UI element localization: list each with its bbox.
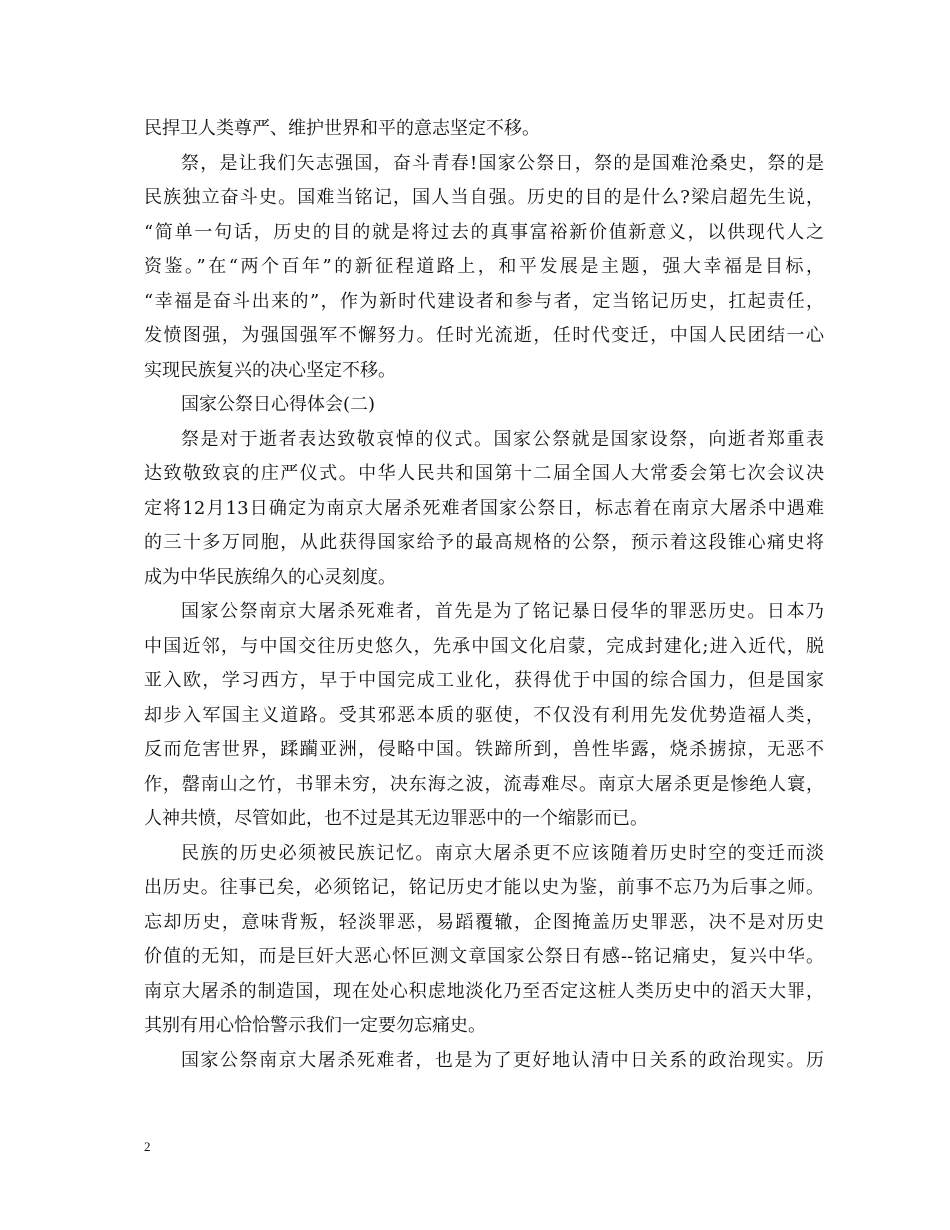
text-line: 祭是对于逝者表达致敬哀悼的仪式。国家公祭就是国家设祭，向逝者郑重表	[181, 428, 824, 450]
text-line: 其别有用心恰恰警示我们一定要勿忘痛史。	[144, 1015, 486, 1036]
text-line: 民族的历史必须被民族记忆。南京大屠杀更不应该随着历史时空的变迁而淡	[181, 842, 824, 864]
page-number: 2	[144, 1139, 151, 1154]
text-line: 却步入军国主义道路。受其邪恶本质的驱使，不仅没有利用先发优势造福人类，	[144, 704, 824, 726]
text-line: 南京大屠杀的制造国，现在处心积虑地淡化乃至否定这桩人类历史中的滔天大罪，	[144, 980, 824, 1002]
text-line: 出历史。往事已矣，必须铭记，铭记历史才能以史为鉴，前事不忘乃为后事之师。	[144, 877, 824, 898]
text-line: 达致敬致哀的庄严仪式。中华人民共和国第十二届全国人大常委会第七次会议决	[144, 463, 824, 484]
text-line: 发愤图强，为强国强军不懈努力。任时光流逝，任时代变迁，中国人民团结一心	[144, 325, 824, 346]
text-line: “简单一句话，历史的目的就是将过去的真事富裕新价值新意义，以供现代人之	[144, 221, 824, 243]
text-line: 国家公祭南京大屠杀死难者，也是为了更好地认清中日关系的政治现实。历	[181, 1049, 824, 1071]
text-line: 资鉴。”在“两个百年”的新征程道路上，和平发展是主题，强大幸福是目标，	[144, 256, 824, 277]
text-line: “幸福是奋斗出来的”，作为新时代建设者和参与者，定当铭记历史，扛起责任，	[144, 290, 824, 312]
text-line: 民族独立奋斗史。国难当铭记，国人当自强。历史的目的是什么?梁启超先生说，	[144, 187, 824, 208]
text-line: 人神共愤，尽管如此，也不过是其无边罪恶中的一个缩影而已。	[144, 808, 648, 829]
text-line: 的三十多万同胞，从此获得国家给予的最高规格的公祭，预示着这段锥心痛史将	[144, 532, 824, 553]
text-line: 中国近邻，与中国交往历史悠久，先承中国文化启蒙，完成封建化;进入近代，脱	[144, 635, 824, 657]
text-line: 价值的无知，而是巨奸大恶心怀叵测文章国家公祭日有感--铭记痛史，复兴中华。	[144, 946, 824, 967]
text-line: 民捍卫人类尊严、维护世界和平的意志坚定不移。	[144, 118, 540, 139]
text-line: 作，罄南山之竹，书罪未穷，决东海之波，流毒难尽。南京大屠杀更是惨绝人寰，	[144, 773, 824, 795]
text-line: 定将12月13日确定为南京大屠杀死难者国家公祭日，标志着在南京大屠杀中遇难	[144, 497, 824, 519]
document-body	[144, 112, 824, 1078]
text-line: 成为中华民族绵久的心灵刻度。	[144, 566, 396, 588]
text-line: 国家公祭日心得体会(二)	[181, 394, 376, 415]
text-line: 国家公祭南京大屠杀死难者，首先是为了铭记暴日侵华的罪恶历史。日本乃	[181, 601, 824, 622]
text-line: 实现民族复兴的决心坚定不移。	[144, 359, 396, 381]
text-line: 反而危害世界，蹂躏亚洲，侵略中国。铁蹄所到，兽性毕露，烧杀掳掠，无恶不	[144, 739, 824, 760]
text-line: 亚入欧，学习西方，早于中国完成工业化，获得优于中国的综合国力，但是国家	[144, 670, 824, 691]
text-line: 忘却历史，意味背叛，轻淡罪恶，易蹈覆辙，企图掩盖历史罪恶，决不是对历史	[144, 911, 824, 933]
text-line: 祭，是让我们矢志强国，奋斗青春!国家公祭日，祭的是国难沧桑史，祭的是	[181, 152, 824, 174]
